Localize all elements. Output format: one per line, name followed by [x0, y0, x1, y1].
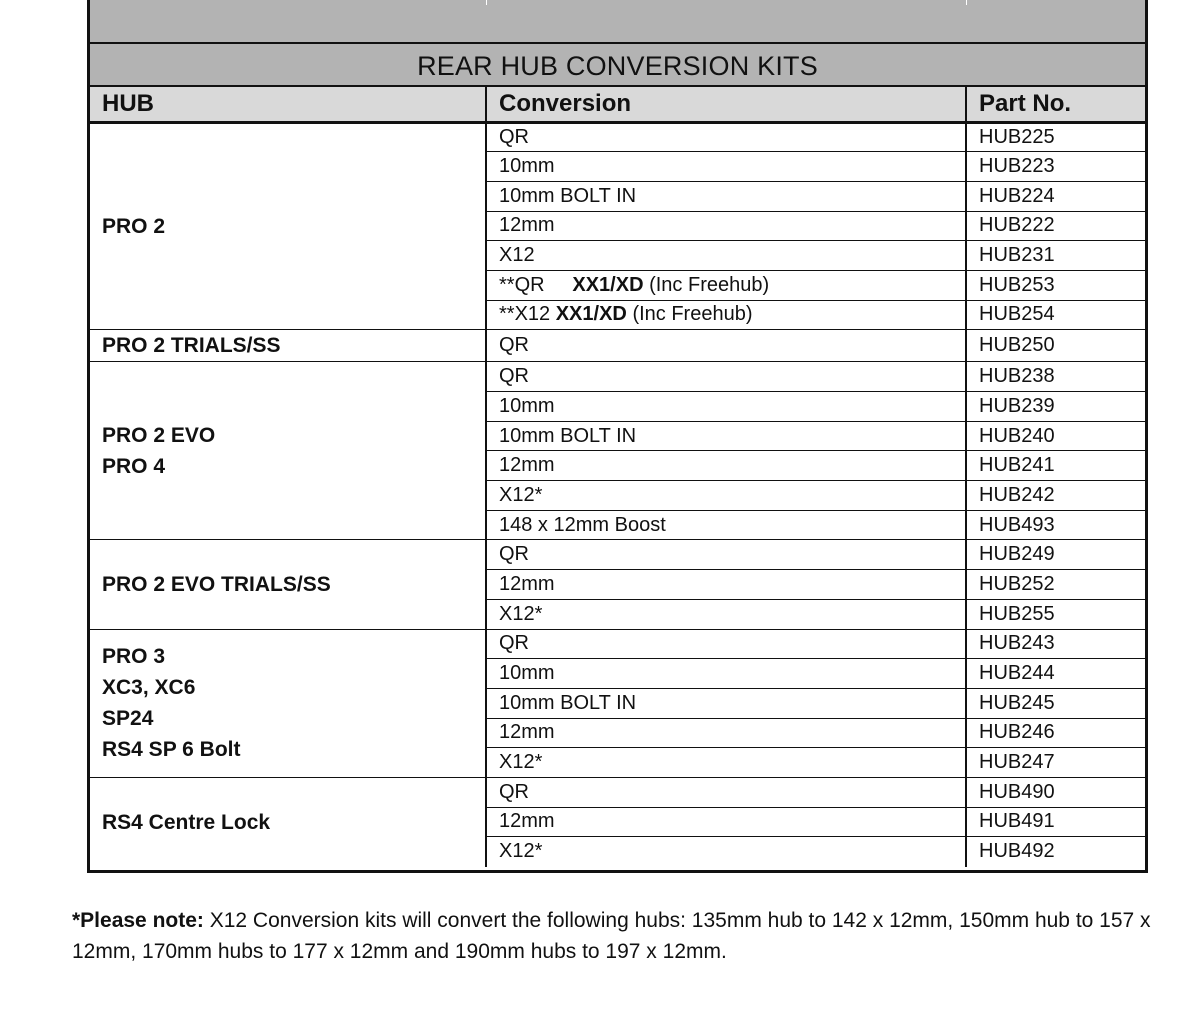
- hub-name: PRO 2 EVO: [102, 423, 216, 447]
- part-number: HUB246: [966, 718, 1145, 748]
- conversion-type: **X12: [499, 303, 551, 326]
- hub-cell: [90, 777, 486, 866]
- conversion-type: QR: [499, 365, 529, 388]
- band-divider: [486, 0, 487, 5]
- part-number: HUB491: [966, 807, 1145, 837]
- conversion-cell: [486, 362, 966, 392]
- part-number: HUB250: [966, 330, 1145, 362]
- hub-name: PRO 2 TRIALS/SS: [102, 334, 281, 358]
- conversion-type: 12mm: [499, 810, 555, 833]
- conversion-type: QR: [499, 632, 529, 655]
- conversion-type: 12mm: [499, 454, 555, 477]
- freehub-standard: XX1/XD: [555, 303, 627, 326]
- footnote: [72, 905, 1162, 967]
- hub-name: SP24: [102, 707, 154, 731]
- conversion-type: X12: [499, 244, 535, 267]
- conversion-type: 10mm: [499, 394, 555, 417]
- conversion-cell: [486, 300, 966, 330]
- top-band: [90, 0, 1145, 44]
- part-number: HUB244: [966, 659, 1145, 689]
- conversion-type: QR: [499, 125, 529, 148]
- conversion-cell: [486, 659, 966, 689]
- header-hub: HUB: [90, 87, 486, 122]
- conversion-cell: [486, 599, 966, 629]
- conversion-cell: [486, 392, 966, 422]
- table-row: [90, 362, 1145, 392]
- conversion-type: **QR: [499, 273, 545, 296]
- conversion-cell: [486, 481, 966, 511]
- conversion-type: 12mm: [499, 572, 555, 595]
- part-number: HUB252: [966, 570, 1145, 600]
- conversion-type: 10mm: [499, 662, 555, 685]
- table-body: [90, 122, 1145, 867]
- conversion-type: QR: [499, 334, 529, 357]
- hub-cell: [90, 330, 486, 362]
- hub-name: XC3, XC6: [102, 676, 196, 700]
- part-number: HUB245: [966, 688, 1145, 718]
- conversion-cell: [486, 330, 966, 362]
- conversion-type: X12*: [499, 751, 543, 774]
- part-number: HUB243: [966, 629, 1145, 659]
- part-number: HUB249: [966, 540, 1145, 570]
- part-number: HUB241: [966, 451, 1145, 481]
- part-number: HUB222: [966, 211, 1145, 241]
- part-number: HUB493: [966, 510, 1145, 540]
- conversion-cell: [486, 777, 966, 807]
- hub-cell: [90, 122, 486, 330]
- conversion-type: 12mm: [499, 214, 555, 237]
- part-number: HUB490: [966, 777, 1145, 807]
- conversion-cell: [486, 718, 966, 748]
- hub-cell: [90, 362, 486, 540]
- table-row: [90, 330, 1145, 362]
- conversion-kits-table: [90, 87, 1145, 867]
- table-title: REAR HUB CONVERSION KITS: [90, 44, 1145, 87]
- table-header-row: [90, 87, 1145, 122]
- hub-cell: [90, 629, 486, 777]
- conversion-type: 10mm BOLT IN: [499, 691, 637, 714]
- conversion-type: X12*: [499, 602, 543, 625]
- conversion-kit-sheet: [87, 0, 1148, 873]
- conversion-cell: [486, 270, 966, 300]
- conversion-cell: [486, 629, 966, 659]
- table-row: [90, 777, 1145, 807]
- footnote-text: X12 Conversion kits will convert the following hubs: 135mm hub to 142 x 12mm, 150mm hub to 157 x 12mm, 170mm hubs to 177 x 12mm and 190mm hubs to 197 x 12mm.: [72, 909, 1151, 963]
- conversion-type: X12*: [499, 840, 543, 863]
- conversion-cell: [486, 211, 966, 241]
- conversion-cell: [486, 540, 966, 570]
- conversion-note: (Inc Freehub): [649, 273, 770, 296]
- freehub-standard: XX1/XD: [572, 273, 644, 296]
- conversion-cell: [486, 748, 966, 778]
- conversion-type: 12mm: [499, 721, 555, 744]
- hub-name: RS4 Centre Lock: [102, 810, 271, 834]
- conversion-type: X12*: [499, 483, 543, 506]
- part-number: HUB238: [966, 362, 1145, 392]
- conversion-cell: [486, 181, 966, 211]
- table-row: [90, 122, 1145, 152]
- conversion-type: 10mm BOLT IN: [499, 424, 637, 447]
- conversion-cell: [486, 807, 966, 837]
- part-number: HUB255: [966, 599, 1145, 629]
- conversion-cell: [486, 837, 966, 867]
- part-number: HUB242: [966, 481, 1145, 511]
- part-number: HUB225: [966, 122, 1145, 152]
- part-number: HUB492: [979, 840, 1055, 863]
- conversion-cell: [486, 421, 966, 451]
- conversion-type: QR: [499, 780, 529, 803]
- header-part-no: Part No.: [966, 87, 1145, 122]
- conversion-cell: [486, 570, 966, 600]
- hub-name: PRO 4: [102, 454, 166, 478]
- conversion-type: 148 x 12mm Boost: [499, 513, 666, 536]
- conversion-type: 10mm: [499, 155, 555, 178]
- conversion-cell: [486, 122, 966, 152]
- conversion-cell: [486, 688, 966, 718]
- conversion-cell: [486, 152, 966, 182]
- table-row: [90, 629, 1145, 659]
- part-number: HUB247: [966, 748, 1145, 778]
- header-conversion: Conversion: [486, 87, 966, 122]
- hub-cell: [90, 540, 486, 629]
- band-divider: [966, 0, 967, 5]
- part-number: HUB231: [966, 241, 1145, 271]
- hub-name: PRO 2: [102, 214, 166, 238]
- part-number: HUB253: [966, 270, 1145, 300]
- conversion-type: QR: [499, 543, 529, 566]
- part-number: HUB239: [966, 392, 1145, 422]
- table-row: [90, 540, 1145, 570]
- hub-name: PRO 3: [102, 645, 166, 669]
- conversion-cell: [486, 451, 966, 481]
- part-number: HUB224: [966, 181, 1145, 211]
- conversion-cell: [486, 241, 966, 271]
- part-number: HUB240: [966, 421, 1145, 451]
- part-number: HUB223: [966, 152, 1145, 182]
- part-number: HUB254: [966, 300, 1145, 330]
- hub-name: RS4 SP 6 Bolt: [102, 738, 241, 762]
- conversion-type: 10mm BOLT IN: [499, 184, 637, 207]
- hub-name: PRO 2 EVO TRIALS/SS: [102, 572, 331, 596]
- conversion-cell: [486, 510, 966, 540]
- footnote-lead: *Please note:: [72, 909, 204, 932]
- conversion-note: (Inc Freehub): [632, 303, 753, 326]
